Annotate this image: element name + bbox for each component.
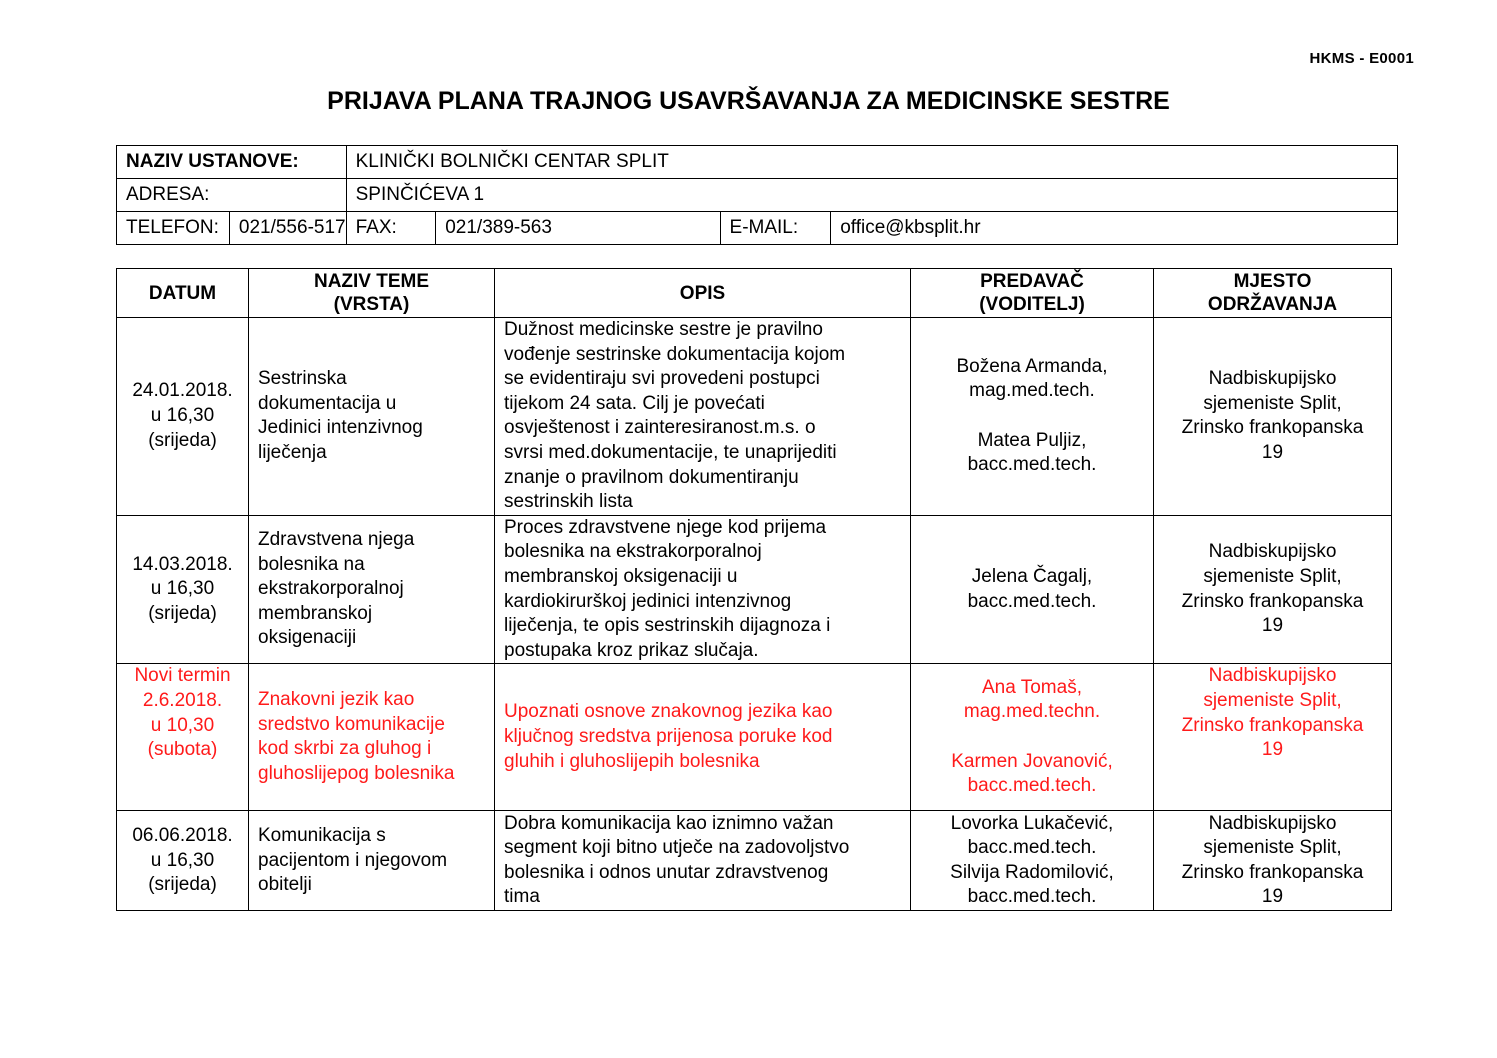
cell-mjesto: Nadbiskupijsko sjemeniste Split, Zrinsko frankopanska 19 <box>1154 664 1392 811</box>
address-value: SPINČIĆEVA 1 <box>346 179 1397 212</box>
cell-mjesto: Nadbiskupijsko sjemeniste Split, Zrinsko frankopanska 19 <box>1154 811 1392 911</box>
table-row <box>117 515 1392 664</box>
cell-opis: Proces zdravstvene njege kod prijema bolesnika na ekstrakorporalnoj membranskoj oksigenaciji u kardiokirurškoj jedinici intenzivnog liječenja, te opis sestrinskih dijagnoza i postupaka kroz prikaz slučaja. <box>495 515 911 664</box>
email-value: office@kbsplit.hr <box>831 212 1398 245</box>
email-label: E-MAIL: <box>720 212 831 245</box>
cell-mjesto: Nadbiskupijsko sjemeniste Split, Zrinsko frankopanska 19 <box>1154 515 1392 664</box>
fax-value: 021/389-563 <box>436 212 720 245</box>
header-datum: DATUM <box>117 269 249 318</box>
cell-datum: 24.01.2018. u 16,30 (srijeda) <box>117 318 249 516</box>
cell-predavac: Lovorka Lukačević, bacc.med.tech. Silvija Radomilović, bacc.med.tech. <box>911 811 1154 911</box>
institution-name-row <box>117 146 1398 179</box>
table-row <box>117 318 1392 516</box>
header-mjesto: MJESTO ODRŽAVANJA <box>1154 269 1392 318</box>
cell-mjesto: Nadbiskupijsko sjemeniste Split, Zrinsko frankopanska 19 <box>1154 318 1392 516</box>
institution-address-row <box>117 179 1398 212</box>
phone-label: TELEFON: <box>117 212 230 245</box>
schedule-header-row <box>117 269 1392 318</box>
cell-opis: Dužnost medicinske sestre je pravilno vođenje sestrinske dokumentacija kojom se evidentiraju svi provedeni postupci tijekom 24 sata. Cilj je povećati osvještenost i zainteresiranost.m.s. o svrsi med.dokumentacije, te unaprijediti znanje o pravilnom dokumentiranju sestrinskih lista <box>495 318 911 516</box>
cell-tema: Znakovni jezik kao sredstvo komunikacije kod skrbi za gluhog i gluhoslijepog bolesnika <box>249 664 495 811</box>
phone-value: 021/556-517 <box>229 212 346 245</box>
cell-tema: Sestrinska dokumentacija u Jedinici intenzivnog liječenja <box>249 318 495 516</box>
institution-name-label: NAZIV USTANOVE: <box>117 146 347 179</box>
document-title: PRIJAVA PLANA TRAJNOG USAVRŠAVANJA ZA MEDICINSKE SESTRE <box>327 87 1170 115</box>
cell-tema: Zdravstvena njega bolesnika na ekstrakorporalnoj membranskoj oksigenaciji <box>249 515 495 664</box>
cell-opis: Upoznati osnove znakovnog jezika kao ključnog sredstva prijenosa poruke kod gluhih i gluhoslijepih bolesnika <box>495 664 911 811</box>
document-code: HKMS - E0001 <box>1309 50 1414 67</box>
schedule-table <box>116 268 1392 911</box>
cell-datum: 06.06.2018. u 16,30 (srijeda) <box>117 811 249 911</box>
cell-predavac: Božena Armanda, mag.med.tech. Matea Puljiz, bacc.med.tech. <box>911 318 1154 516</box>
cell-tema: Komunikacija s pacijentom i njegovom obitelji <box>249 811 495 911</box>
cell-predavac: Jelena Čagalj, bacc.med.tech. <box>911 515 1154 664</box>
institution-name-value: KLINIČKI BOLNIČKI CENTAR SPLIT <box>346 146 1397 179</box>
cell-opis: Dobra komunikacija kao iznimno važan segment koji bitno utječe na zadovoljstvo bolesnika i odnos unutar zdravstvenog tima <box>495 811 911 911</box>
fax-label: FAX: <box>346 212 436 245</box>
header-opis: OPIS <box>495 269 911 318</box>
cell-predavac: Ana Tomaš, mag.med.techn. Karmen Jovanović, bacc.med.tech. <box>911 664 1154 811</box>
address-label: ADRESA: <box>117 179 347 212</box>
table-row <box>117 811 1392 911</box>
cell-datum: Novi termin 2.6.2018. u 10,30 (subota) <box>117 664 249 811</box>
institution-info-table <box>116 145 1398 245</box>
header-naziv-teme: NAZIV TEME (VRSTA) <box>249 269 495 318</box>
table-row <box>117 664 1392 811</box>
header-predavac: PREDAVAČ (VODITELJ) <box>911 269 1154 318</box>
institution-contact-row <box>117 212 1398 245</box>
cell-datum: 14.03.2018. u 16,30 (srijeda) <box>117 515 249 664</box>
